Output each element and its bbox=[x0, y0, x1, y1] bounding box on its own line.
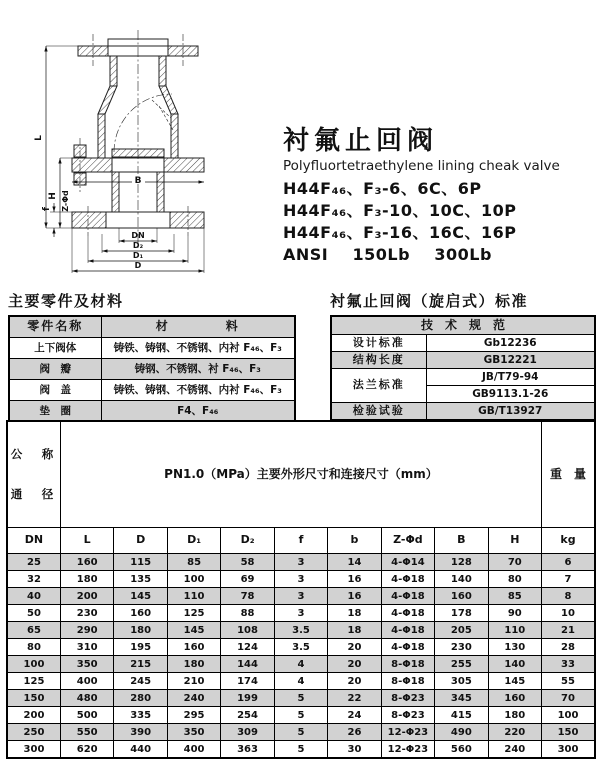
table-cell: 160 bbox=[488, 690, 541, 707]
table-cell: 230 bbox=[60, 605, 113, 622]
table-cell: 110 bbox=[167, 588, 220, 605]
table-cell: 110 bbox=[488, 622, 541, 639]
table-row bbox=[331, 403, 595, 421]
column-header-b: b bbox=[328, 528, 381, 554]
table-row bbox=[7, 656, 595, 673]
model-line: H44F₄₆、F₃-16、16C、16P bbox=[283, 223, 517, 243]
table-cell: 335 bbox=[114, 707, 167, 724]
dimensions-section bbox=[6, 420, 596, 759]
table-cell: 20 bbox=[328, 639, 381, 656]
ansi-rating-line: ANSI 150Lb 300Lb bbox=[283, 245, 492, 265]
materials-title: 主要零件及材料 bbox=[8, 292, 124, 310]
disc-swing-arc bbox=[114, 94, 172, 152]
table-row bbox=[7, 622, 595, 639]
table-cell: 18 bbox=[328, 605, 381, 622]
table-cell: 18 bbox=[328, 622, 381, 639]
table-cell: 100 bbox=[542, 707, 595, 724]
table-cell: 28 bbox=[542, 639, 595, 656]
table-cell: 3.5 bbox=[274, 622, 327, 639]
dim-label-f: f bbox=[42, 207, 52, 211]
table-cell: 3 bbox=[274, 605, 327, 622]
table-cell: 350 bbox=[60, 656, 113, 673]
standard-value: GB12221 bbox=[426, 352, 595, 369]
column-header-nominal-diameter bbox=[7, 421, 60, 528]
table-cell: 100 bbox=[7, 656, 60, 673]
dim-label-H: H bbox=[48, 192, 58, 200]
table-cell: 40 bbox=[7, 588, 60, 605]
materials-table bbox=[8, 315, 296, 423]
table-cell: 480 bbox=[60, 690, 113, 707]
table-cell: 5 bbox=[274, 690, 327, 707]
table-subheader-row bbox=[7, 528, 595, 554]
table-cell: 5 bbox=[274, 707, 327, 724]
valve-body-outline bbox=[72, 30, 204, 248]
standard-label: 法兰标准 bbox=[331, 369, 426, 403]
table-cell: 3 bbox=[274, 571, 327, 588]
table-cell: 69 bbox=[221, 571, 274, 588]
valve-section-drawing bbox=[8, 6, 300, 276]
table-cell: 16 bbox=[328, 588, 381, 605]
table-cell: 550 bbox=[60, 724, 113, 741]
table-cell: 上下阀体 bbox=[9, 338, 101, 359]
table-cell: 4-Φ18 bbox=[381, 639, 434, 656]
dim-label-d: D bbox=[134, 261, 142, 270]
nominal-diameter-line1: 公 称 bbox=[10, 447, 58, 462]
table-cell: 58 bbox=[221, 554, 274, 571]
table-cell: 180 bbox=[60, 571, 113, 588]
standard-label: 结构长度 bbox=[331, 352, 426, 369]
table-header-row bbox=[7, 421, 595, 528]
table-cell: 220 bbox=[488, 724, 541, 741]
table-cell: 21 bbox=[542, 622, 595, 639]
table-cell: 180 bbox=[167, 656, 220, 673]
table-cell: 铸钢、不锈钢、衬 F₄₆、F₃ bbox=[101, 359, 295, 380]
table-cell: 415 bbox=[435, 707, 488, 724]
dim-label-B: B bbox=[134, 176, 142, 186]
table-cell: 4-Φ14 bbox=[381, 554, 434, 571]
column-header-d2: D₂ bbox=[221, 528, 274, 554]
dimension-table bbox=[6, 420, 596, 759]
table-cell: 100 bbox=[167, 571, 220, 588]
table-row bbox=[9, 359, 295, 380]
dimension-table-body bbox=[7, 554, 595, 759]
table-cell: 12-Φ23 bbox=[381, 741, 434, 759]
table-cell: 26 bbox=[328, 724, 381, 741]
table-cell: 70 bbox=[488, 554, 541, 571]
table-cell: 88 bbox=[221, 605, 274, 622]
column-header-part: 零件名称 bbox=[9, 316, 101, 338]
table-cell: 24 bbox=[328, 707, 381, 724]
table-header-row bbox=[331, 316, 595, 335]
table-cell: 500 bbox=[60, 707, 113, 724]
table-cell: 295 bbox=[167, 707, 220, 724]
table-row bbox=[7, 724, 595, 741]
table-cell: 240 bbox=[167, 690, 220, 707]
table-cell: 3 bbox=[274, 554, 327, 571]
table-cell: 400 bbox=[60, 673, 113, 690]
standards-title: 衬氟止回阀（旋启式）标准 bbox=[330, 292, 529, 310]
table-cell: 6 bbox=[542, 554, 595, 571]
table-row bbox=[331, 352, 595, 369]
table-cell: 200 bbox=[7, 707, 60, 724]
table-row bbox=[331, 369, 595, 386]
table-cell: 22 bbox=[328, 690, 381, 707]
table-row bbox=[7, 639, 595, 656]
standard-value: Gb12236 bbox=[426, 335, 595, 352]
table-cell: 140 bbox=[435, 571, 488, 588]
table-cell: 32 bbox=[7, 571, 60, 588]
table-cell: 铸铁、铸钢、不锈钢、内衬 F₄₆、F₃ bbox=[101, 338, 295, 359]
table-cell: 350 bbox=[167, 724, 220, 741]
table-cell: 55 bbox=[542, 673, 595, 690]
table-cell: 90 bbox=[488, 605, 541, 622]
table-cell: 85 bbox=[488, 588, 541, 605]
table-cell: 108 bbox=[221, 622, 274, 639]
table-cell: 4 bbox=[274, 656, 327, 673]
table-cell: 阀 瓣 bbox=[9, 359, 101, 380]
column-header-f: f bbox=[274, 528, 327, 554]
table-cell: 300 bbox=[7, 741, 60, 759]
table-cell: 70 bbox=[542, 690, 595, 707]
column-header-weight: 重 量 bbox=[542, 421, 595, 528]
table-cell: 33 bbox=[542, 656, 595, 673]
standards-table bbox=[330, 315, 596, 421]
dim-label-z-phi-d: Z-Φd bbox=[61, 190, 70, 212]
table-cell: 250 bbox=[7, 724, 60, 741]
table-row bbox=[7, 588, 595, 605]
table-cell: 8 bbox=[542, 588, 595, 605]
table-cell: 25 bbox=[7, 554, 60, 571]
table-cell: 145 bbox=[114, 588, 167, 605]
table-cell: 205 bbox=[435, 622, 488, 639]
table-cell: 215 bbox=[114, 656, 167, 673]
table-cell: 4-Φ18 bbox=[381, 571, 434, 588]
table-cell: 80 bbox=[7, 639, 60, 656]
table-cell: 363 bbox=[221, 741, 274, 759]
table-cell: 174 bbox=[221, 673, 274, 690]
table-cell: 290 bbox=[60, 622, 113, 639]
table-cell: 305 bbox=[435, 673, 488, 690]
table-row bbox=[7, 554, 595, 571]
table-cell: 85 bbox=[167, 554, 220, 571]
table-row bbox=[7, 571, 595, 588]
table-cell: 20 bbox=[328, 656, 381, 673]
table-cell: 140 bbox=[488, 656, 541, 673]
dim-label-L: L bbox=[34, 135, 44, 141]
table-cell: 160 bbox=[167, 639, 220, 656]
table-cell: 12-Φ23 bbox=[381, 724, 434, 741]
table-cell: 16 bbox=[328, 571, 381, 588]
model-list bbox=[283, 178, 599, 244]
table-cell: 8-Φ23 bbox=[381, 707, 434, 724]
table-cell: 620 bbox=[60, 741, 113, 759]
table-row bbox=[7, 707, 595, 724]
table-cell: 490 bbox=[435, 724, 488, 741]
table-cell: 4 bbox=[274, 673, 327, 690]
materials-table-body bbox=[9, 338, 295, 423]
column-header-b-height: B bbox=[435, 528, 488, 554]
table-cell: 160 bbox=[60, 554, 113, 571]
table-cell: 130 bbox=[488, 639, 541, 656]
table-row bbox=[7, 605, 595, 622]
column-header-l: L bbox=[60, 528, 113, 554]
table-row bbox=[7, 741, 595, 759]
table-cell: 135 bbox=[114, 571, 167, 588]
table-cell: 160 bbox=[435, 588, 488, 605]
table-cell: 178 bbox=[435, 605, 488, 622]
standard-label: 检验试验 bbox=[331, 403, 426, 421]
table-cell: 50 bbox=[7, 605, 60, 622]
table-cell: 180 bbox=[114, 622, 167, 639]
column-header-d1: D₁ bbox=[167, 528, 220, 554]
model-line: H44F₄₆、F₃-10、10C、10P bbox=[283, 201, 517, 221]
table-row bbox=[331, 335, 595, 352]
table-cell: 8-Φ18 bbox=[381, 673, 434, 690]
column-header-h: H bbox=[488, 528, 541, 554]
column-header-main-dimensions: PN1.0（MPa）主要外形尺寸和连接尺寸（mm） bbox=[60, 421, 541, 528]
table-cell: 390 bbox=[114, 724, 167, 741]
table-cell: 145 bbox=[167, 622, 220, 639]
table-cell: 300 bbox=[542, 741, 595, 759]
table-cell: 245 bbox=[114, 673, 167, 690]
table-cell: 180 bbox=[488, 707, 541, 724]
nominal-diameter-line2: 通 径 bbox=[10, 486, 58, 501]
valve-disc bbox=[112, 149, 164, 157]
table-cell: 4-Φ18 bbox=[381, 588, 434, 605]
column-header-spec: 技 术 规 范 bbox=[331, 316, 595, 335]
table-cell: 310 bbox=[60, 639, 113, 656]
table-cell: 280 bbox=[114, 690, 167, 707]
title-block bbox=[283, 128, 599, 266]
table-cell: 3.5 bbox=[274, 639, 327, 656]
table-cell: 125 bbox=[167, 605, 220, 622]
table-cell: 7 bbox=[542, 571, 595, 588]
column-header-material: 材 料 bbox=[101, 316, 295, 338]
table-cell: 309 bbox=[221, 724, 274, 741]
page-subtitle-en: Polyfluortetraethylene lining cheak valve bbox=[283, 158, 560, 175]
table-cell: 195 bbox=[114, 639, 167, 656]
table-cell: 160 bbox=[114, 605, 167, 622]
table-cell: 125 bbox=[7, 673, 60, 690]
table-header-row bbox=[9, 316, 295, 338]
table-cell: 255 bbox=[435, 656, 488, 673]
standard-value: JB/T79-94 bbox=[426, 369, 595, 386]
table-cell: 150 bbox=[7, 690, 60, 707]
table-cell: 30 bbox=[328, 741, 381, 759]
table-cell: 200 bbox=[60, 588, 113, 605]
table-cell: 199 bbox=[221, 690, 274, 707]
dim-label-dn: DN bbox=[131, 231, 145, 240]
table-cell: 80 bbox=[488, 571, 541, 588]
dim-label-d1: D₁ bbox=[132, 251, 144, 260]
table-cell: 垫 圈 bbox=[9, 401, 101, 423]
table-cell: 3 bbox=[274, 588, 327, 605]
table-cell: 8-Φ18 bbox=[381, 656, 434, 673]
table-cell: 560 bbox=[435, 741, 488, 759]
table-cell: 5 bbox=[274, 741, 327, 759]
table-cell: 240 bbox=[488, 741, 541, 759]
table-cell: 14 bbox=[328, 554, 381, 571]
table-cell: 128 bbox=[435, 554, 488, 571]
table-cell: 阀 盖 bbox=[9, 380, 101, 401]
table-row bbox=[9, 401, 295, 423]
standard-value: GB9113.1-26 bbox=[426, 386, 595, 403]
table-cell: 10 bbox=[542, 605, 595, 622]
standard-value: GB/T13927 bbox=[426, 403, 595, 421]
column-header-z-phi-d: Z-Φd bbox=[381, 528, 434, 554]
table-cell: 230 bbox=[435, 639, 488, 656]
page-title: 衬氟止回阀 bbox=[283, 126, 439, 156]
table-cell: 8-Φ23 bbox=[381, 690, 434, 707]
table-row bbox=[7, 673, 595, 690]
table-cell: 115 bbox=[114, 554, 167, 571]
table-cell: 144 bbox=[221, 656, 274, 673]
table-row bbox=[9, 380, 295, 401]
table-cell: 210 bbox=[167, 673, 220, 690]
table-cell: 65 bbox=[7, 622, 60, 639]
dim-label-d2: D₂ bbox=[132, 241, 144, 250]
standards-section bbox=[330, 290, 596, 421]
standard-label: 设计标准 bbox=[331, 335, 426, 352]
valve-drawing-svg bbox=[8, 6, 300, 276]
column-header-d-outer: D bbox=[114, 528, 167, 554]
materials-section bbox=[8, 290, 296, 423]
table-cell: F4、F₄₆ bbox=[101, 401, 295, 423]
table-cell: 5 bbox=[274, 724, 327, 741]
table-cell: 345 bbox=[435, 690, 488, 707]
table-cell: 铸铁、铸钢、不锈钢、内衬 F₄₆、F₃ bbox=[101, 380, 295, 401]
table-cell: 4-Φ18 bbox=[381, 622, 434, 639]
table-cell: 78 bbox=[221, 588, 274, 605]
table-cell: 4-Φ18 bbox=[381, 605, 434, 622]
table-cell: 254 bbox=[221, 707, 274, 724]
table-row bbox=[9, 338, 295, 359]
column-header-dn: DN bbox=[7, 528, 60, 554]
table-cell: 150 bbox=[542, 724, 595, 741]
table-cell: 124 bbox=[221, 639, 274, 656]
table-cell: 400 bbox=[167, 741, 220, 759]
table-row bbox=[7, 690, 595, 707]
table-cell: 145 bbox=[488, 673, 541, 690]
model-line: H44F₄₆、F₃-6、6C、6P bbox=[283, 179, 482, 199]
table-cell: 20 bbox=[328, 673, 381, 690]
table-cell: 440 bbox=[114, 741, 167, 759]
column-header-kg: kg bbox=[542, 528, 595, 554]
